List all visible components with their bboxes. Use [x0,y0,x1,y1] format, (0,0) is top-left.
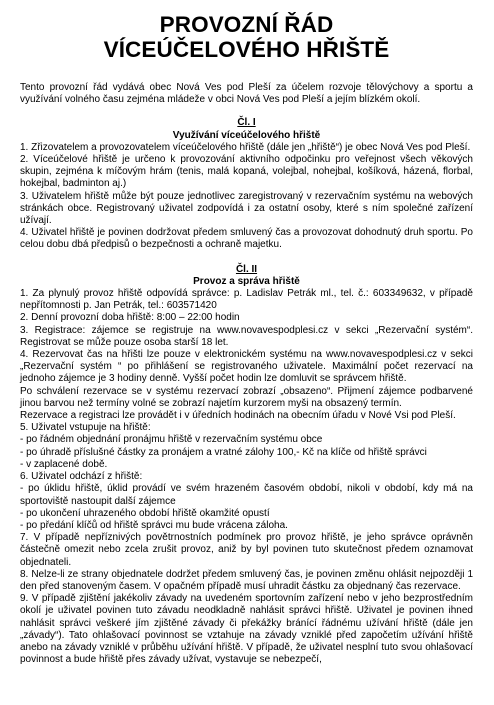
section-2-paragraph: 2. Denní provozní doba hřiště: 8:00 – 22:00 hodin [20,312,240,324]
section-2-paragraph: 4. Rezervovat čas na hřišti lze pouze v elektronickém systému na www.novavespodplesi.cz v sekci „Rezervační systém “ po přihlášení se registrovaného uživatele. Maximální počet rezervací na jednoho zájemce je 3 hodiny denně. Vyšší počet hodin lze domluvit se správcem hřiště. [20,349,473,385]
section-2-list-item: - po úklidu hřiště, úklid provádí ve svém hrazeném časovém období, nikoli v období, kdy má na sportoviště nastoupit další zájemce [20,483,473,507]
intro-paragraph: Tento provozní řád vydává obec Nová Ves pod Pleší za účelem rozvoje tělovýchovy a sportu a využívání volného času zejména mládeže v obci Nová Ves pod Pleší a jejím blízkém okolí. [20,82,473,106]
section-2-paragraph: 5. Uživatel vstupuje na hřiště: [20,422,151,434]
section-2-paragraph: Po schválení rezervace se v systému rezervací zobrazí „obsazeno“. Přijmení zájemce podbarvené jinou barvou než termíny volné se zobrazí najetím kurzorem myši na obsazený termín. [20,385,473,409]
section-2-list-item: - v zaplacené době. [20,458,108,470]
document-title-line-1: PROVOZNÍ ŘÁD [159,12,334,37]
section-2-list-item: - po úhradě příslušné částky za pronájem a vratné zálohy 100,- Kč na klíče od hřiště správci [20,446,427,458]
section-1-paragraph: 4. Uživatel hřiště je povinen dodržovat předem smluvený čas a provozovat dohodnutý druh sportu. Po celou dobu dbá předpisů o bezpečnosti a ochraně majetku. [20,227,473,251]
section-2-list-item: - po ukončení uhrazeného období hřiště okamžité opustí [20,507,270,519]
section-2-paragraph: 6. Uživatel odchází z hřiště: [20,471,143,483]
section-2-paragraph: 9. V případě zjištění jakékoliv závady na uvedeném sportovním zařízení nebo v jeho bezprostředním okolí je uživatel povinen tuto závadu neodkladně nahlásit správci hřiště. Uživatel je povinen ihned nahlásit správci veškeré jím zjištěné závady či překážky bránící řádnému užívání hřiště (dále jen „závady“). Tato ohlašovací povinnost se vztahuje na závady vzniklé před započetím užívání hřiště anebo na závady vzniklé v průběhu užívání hřiště. V případě, že uživatel nesplní tuto svou ohlašovací povinnost a bude hřiště přes závady užívat, vystavuje se nebezpečí, [20,593,473,666]
section-2 [20,264,473,667]
section-1-paragraph: 1. Zřizovatelem a provozovatelem víceúčelového hřiště (dále jen „hřiště“) je obec Nová Ves pod Pleší. [20,141,471,153]
section-2-list-item: - po předání klíčů od hřiště správci mu bude vrácena záloha. [20,519,288,531]
section-2-number: Čl. II [235,263,258,275]
section-1-paragraph: 2. Víceúčelové hřiště je určeno k provozování aktivního odpočinku pro veřejnost všech věkových skupin, zejména k míčovým hrám (tenis, malá kopaná, volejbal, nohejbal, košíková, házená, florbal, hokejbal, badminton aj.) [20,154,473,190]
section-2-paragraph: 7. V případě nepříznivých povětrnostních podmínek pro provoz hřiště, je jeho správce oprávněn částečně omezit nebo zcela zrušit provoz, aniž by byl povinen tuto skutečnost předem oznamovat objednateli. [20,532,473,568]
section-2-heading: Provoz a správa hřiště [193,275,300,287]
section-2-paragraph: Rezervace a registraci lze provádět i v úředních hodinách na obecním úřadu v Nové Vsi pod Pleší. [20,410,456,422]
section-2-paragraph: 8. Nelze-li ze strany objednatele dodržet předem smluvený čas, je povinen změnu ohlásit nejpozději 1 den před stanoveným časem. V opačném případě musí uhradit částku za objednaný čas rezervace. [20,568,473,592]
section-2-paragraph: 3. Registrace: zájemce se registruje na www.novavespodplesi.cz v sekci „Rezervační systém“. Registrovat se může pouze osoba starší 18 let. [20,324,473,348]
section-1-heading: Využívání víceúčelového hřiště [172,129,321,141]
document-title-line-2: VÍCEÚČELOVÉHO HŘIŠTĚ [103,37,390,62]
section-1 [20,117,473,251]
section-1-paragraph: 3. Uživatelem hřiště může být pouze jednotlivec zaregistrovaný v rezervačním systému na webových stránkách obce. Registrovaný uživatel zodpovídá i za ostatní osoby, které s ním společné zařízení užívají. [20,190,473,227]
section-1-number: Čl. I [237,117,256,129]
section-2-paragraph: 1. Za plynulý provoz hřiště odpovídá správce: p. Ladislav Petrák ml., tel. č.: 603349632, v případě nepřítomnosti p. Jan Petrák, tel.: 603571420 [20,288,473,312]
section-2-list-item: - po řádném objednání pronájmu hřiště v rezervačním systému obce [20,434,323,446]
